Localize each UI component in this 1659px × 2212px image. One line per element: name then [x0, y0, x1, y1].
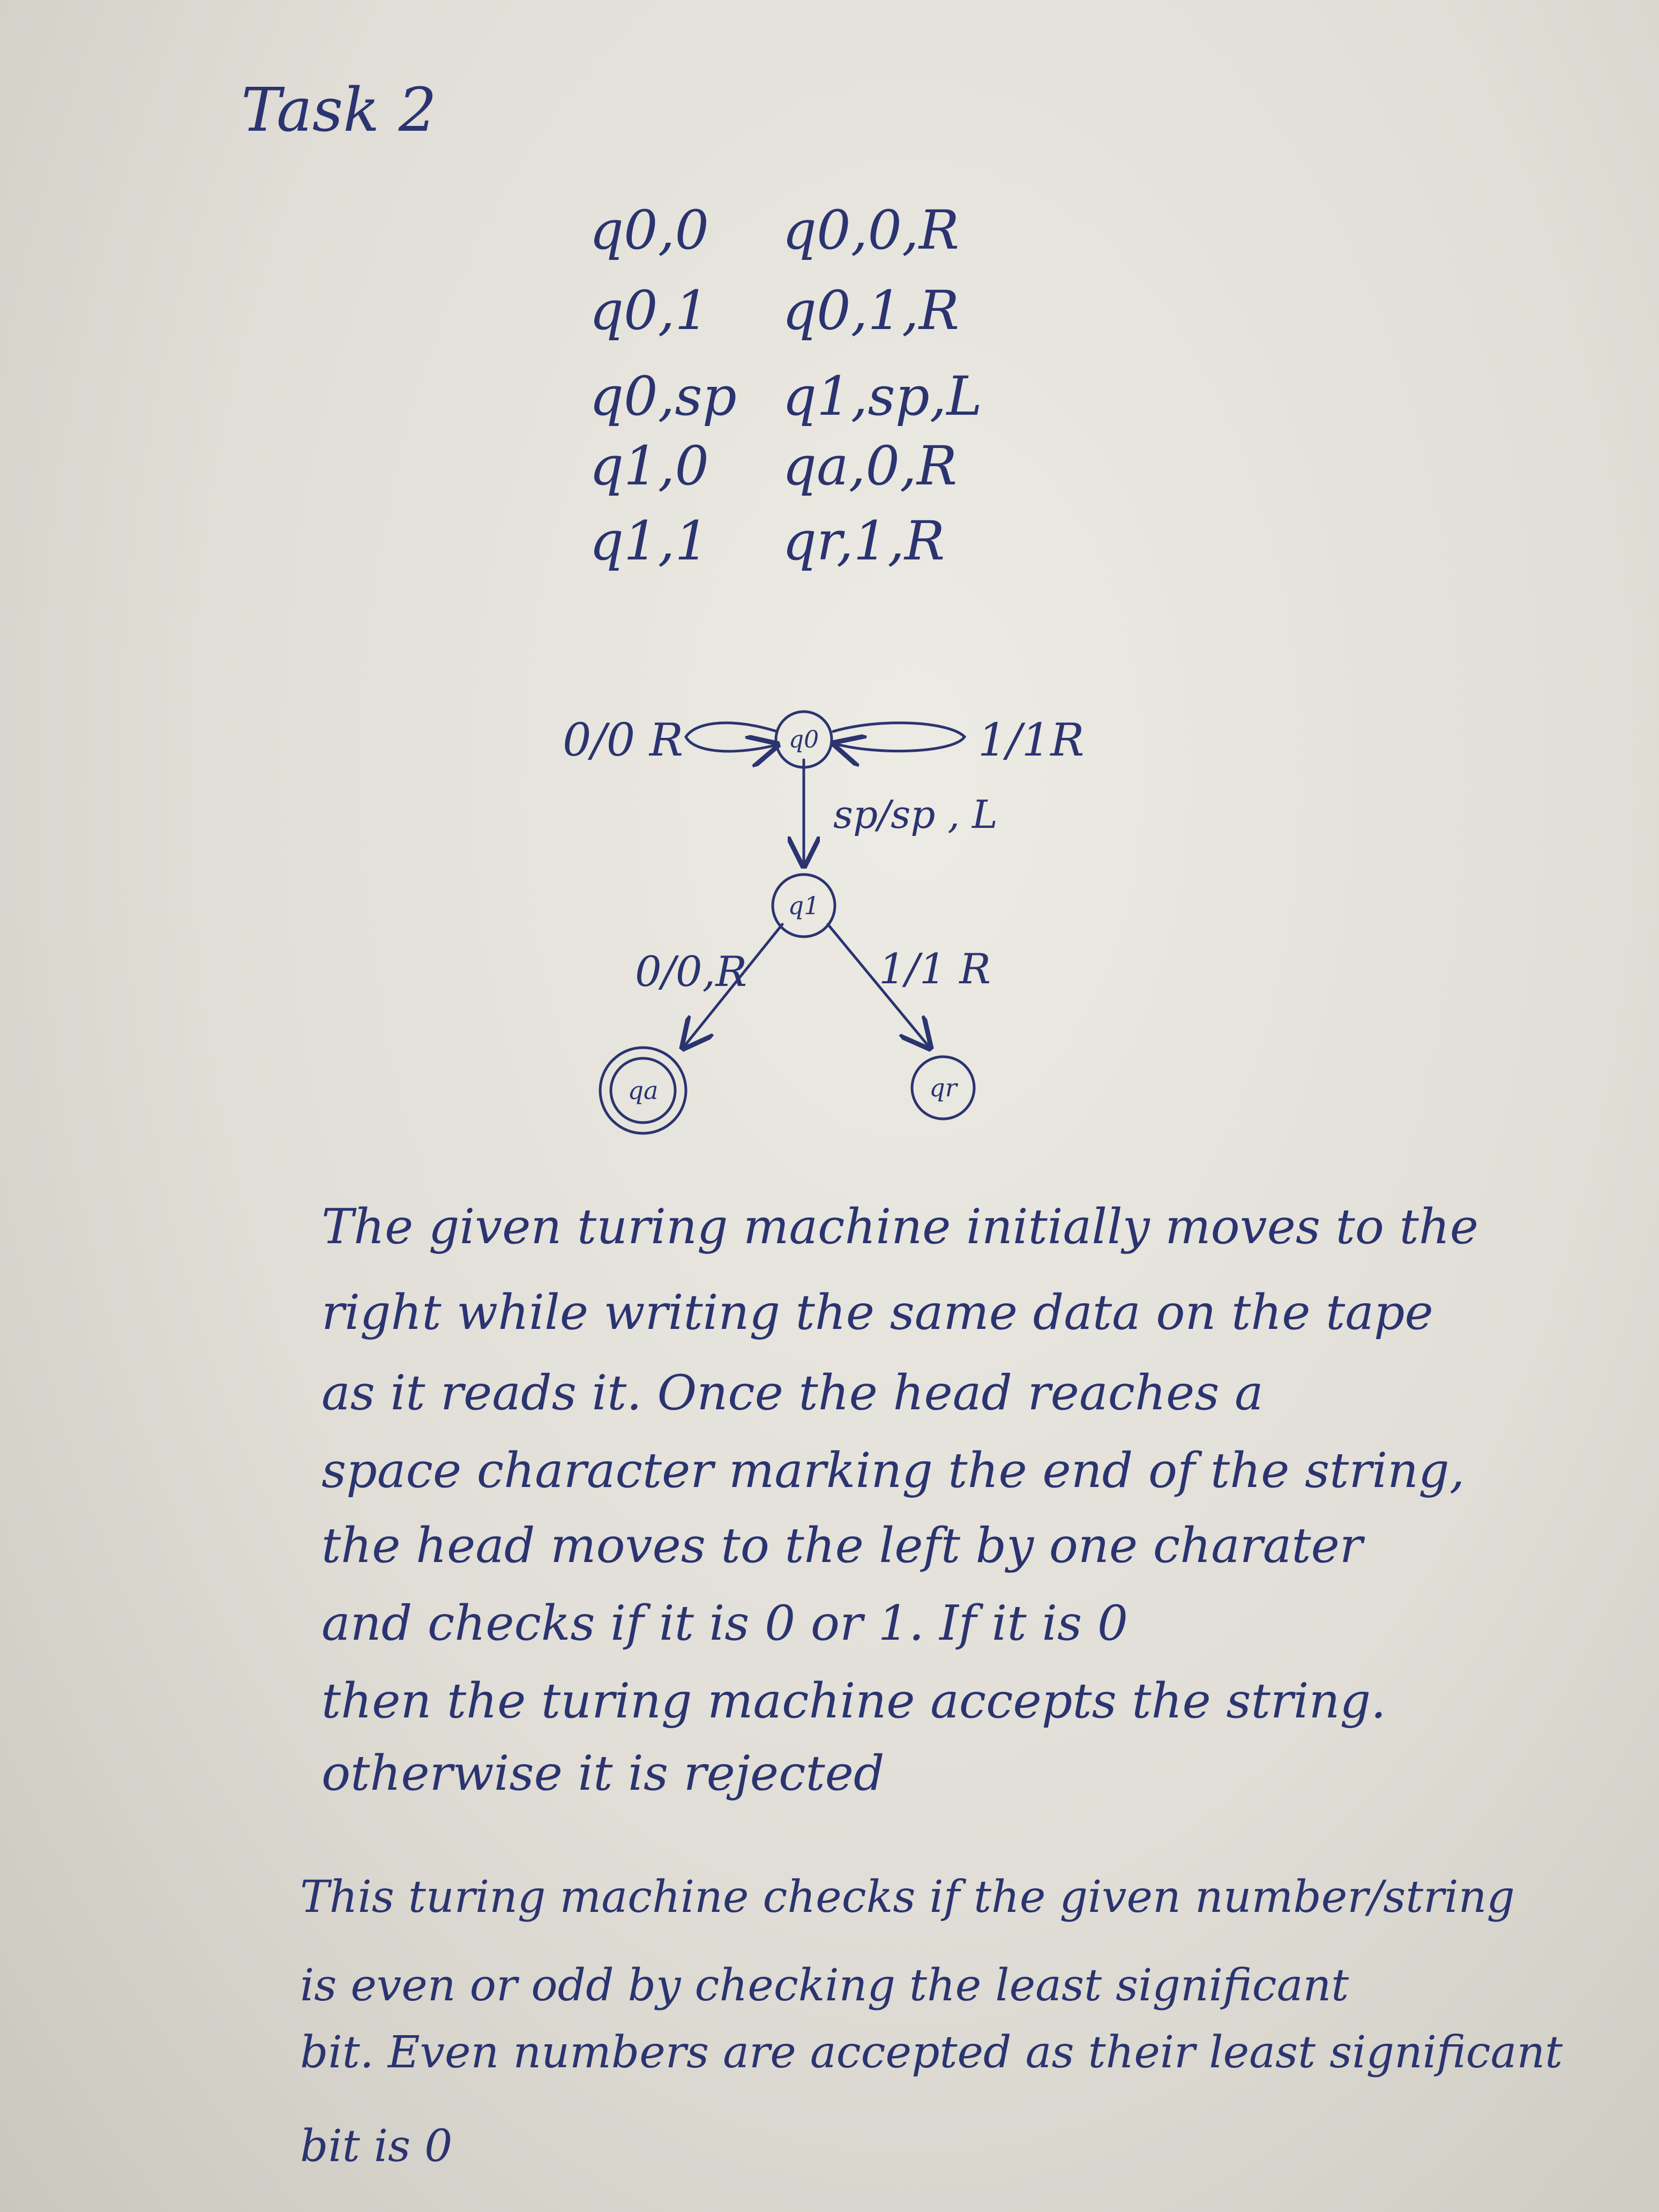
- state-qa-label: qa: [627, 1076, 659, 1105]
- text-line: then the turing machine accepts the string.: [322, 1673, 1386, 1729]
- text-line: space character marking the end of the string,: [322, 1443, 1465, 1499]
- page-title: Task 2: [241, 76, 437, 145]
- text-line: bit. Even numbers are accepted as their least significant: [300, 2027, 1563, 2078]
- text-line: bit is 0: [300, 2121, 453, 2172]
- transition-to: q0,0,R: [782, 199, 960, 261]
- q1-to-qr-label: 1/1 R: [879, 945, 991, 993]
- transition-to: q0,1,R: [782, 279, 960, 342]
- transition-from: q0,sp: [589, 365, 737, 428]
- text-line: the head moves to the left by one charater: [322, 1518, 1363, 1574]
- state-q0-label: q0: [788, 726, 819, 753]
- transition-from: q0,1: [589, 279, 709, 342]
- transition-to: q1,sp,L: [782, 365, 982, 428]
- transition-to: qr,1,R: [782, 510, 945, 572]
- q0-loop-right-label: 1/1R: [978, 714, 1085, 766]
- text-line: right while writing the same data on the tape: [322, 1284, 1433, 1341]
- q0-loop-left-label: 0/0 R: [563, 714, 684, 766]
- text-line: The given turing machine initially moves to the: [322, 1199, 1478, 1255]
- text-line: and checks if it is 0 or 1. If it is 0: [322, 1595, 1129, 1651]
- state-q1-label: q1: [788, 891, 820, 920]
- q0-loop-right-edge: [833, 723, 965, 751]
- q1-to-qa-label: 0/0,R: [635, 948, 748, 996]
- q0-to-q1-label: sp/sp , L: [833, 792, 998, 837]
- text-line: otherwise it is rejected: [322, 1745, 885, 1802]
- transition-from: q0,0: [589, 199, 709, 261]
- transition-to: qa,0,R: [782, 435, 958, 497]
- state-qr-label: qr: [929, 1073, 957, 1102]
- transition-from: q1,1: [589, 510, 709, 572]
- transition-from: q1,0: [589, 435, 709, 497]
- text-line: This turing machine checks if the given number/string: [300, 1872, 1515, 1923]
- q0-loop-left-edge: [686, 723, 777, 751]
- text-line: is even or odd by checking the least significant: [300, 1960, 1349, 2011]
- text-line: as it reads it. Once the head reaches a: [322, 1365, 1264, 1421]
